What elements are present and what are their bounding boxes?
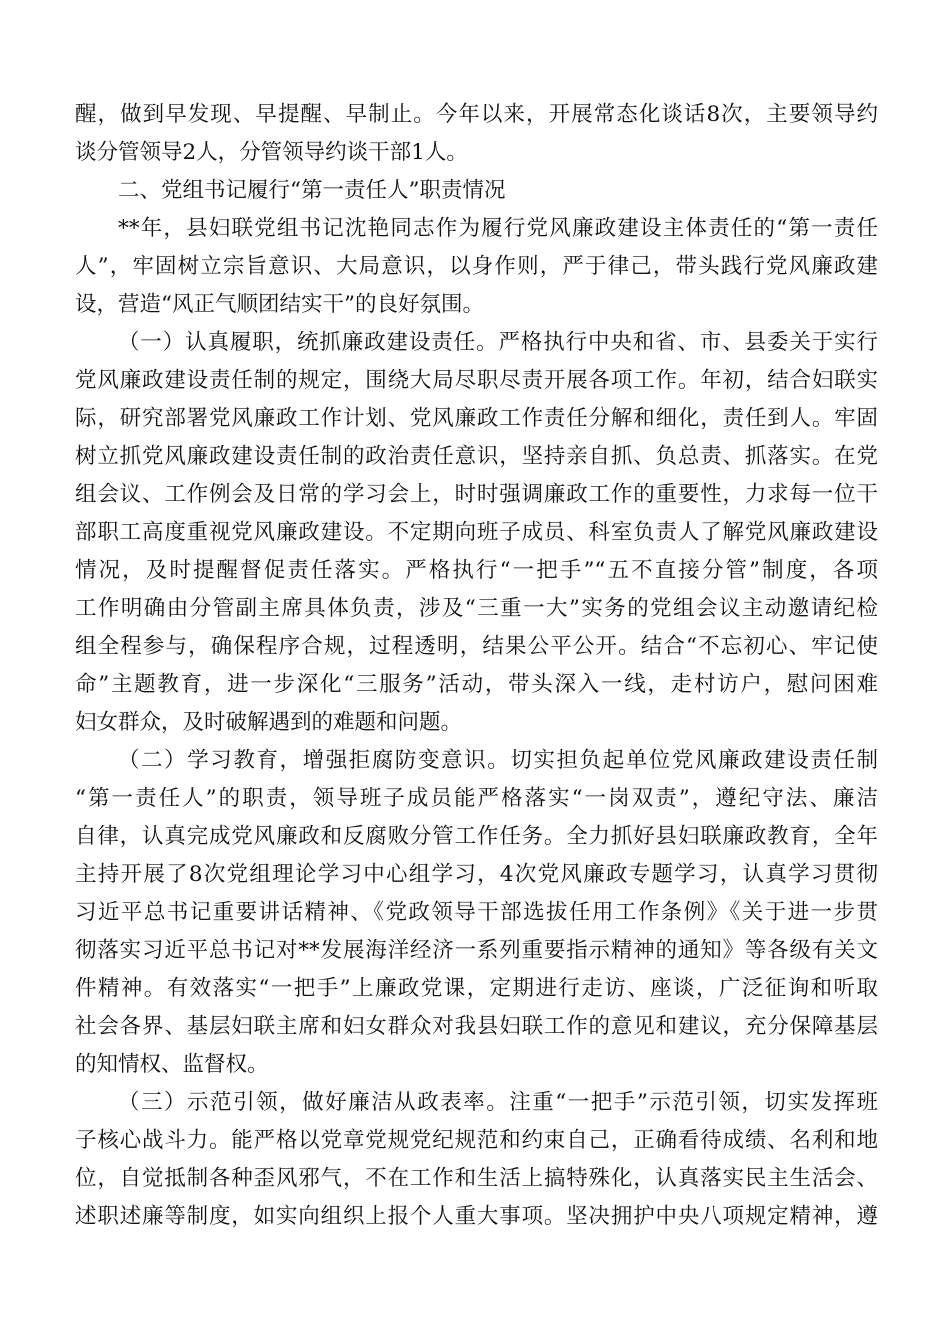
text-line: （一）认真履职，统抓廉政建设责任。严格执行中央和省、市、县委关于实行 (118, 330, 878, 355)
text-line: **年，县妇联党组书记沈艳同志作为履行党风廉政建设主体责任的“第一责任 (118, 216, 878, 241)
text-line: 醒，做到早发现、早提醒、早制止。今年以来，开展常态化谈话8次，主要领导约 (75, 102, 878, 127)
text-line: 组会议、工作例会及日常的学习会上，时时强调廉政工作的重要性，力求每一位干 (75, 482, 878, 507)
text-line: 部职工高度重视党风廉政建设。不定期向班子成员、科室负责人了解党风廉政建设 (75, 520, 878, 545)
text-line: 命”主题教育，进一步深化“三服务”活动，带头深入一线，走村访户，慰问困难 (75, 672, 878, 697)
text-line: 树立抓党风廉政建设责任制的政治责任意识，坚持亲自抓、负总责、抓落实。在党 (75, 444, 878, 469)
text-line: 妇女群众，及时破解遇到的难题和问题。 (75, 710, 463, 735)
text-line: 际，研究部署党风廉政工作计划、党风廉政工作责任分解和细化，责任到人。牢固 (75, 406, 878, 431)
text-line: 情况，及时提醒督促责任落实。严格执行“一把手”“五不直接分管”制度，各项 (75, 558, 878, 583)
text-line: 子核心战斗力。能严格以党章党规党纪规范和约束自己，正确看待成绩、名利和地 (75, 1128, 878, 1153)
text-line: 设，营造“风正气顺团结实干”的良好氛围。 (75, 292, 484, 317)
text-line: （二）学习教育，增强拒腐防变意识。切实担负起单位党风廉政建设责任制 (118, 748, 878, 773)
text-line: 组全程参与，确保程序合规，过程透明，结果公平公开。结合“不忘初心、牢记使 (75, 634, 878, 659)
text-line: 谈分管领导2人，分管领导约谈干部1人。 (75, 140, 468, 165)
text-line: 社会各界、基层妇联主席和妇女群众对我县妇联工作的意见和建议，充分保障基层 (75, 1014, 878, 1039)
text-line: 述职述廉等制度，如实向组织上报个人重大事项。坚决拥护中央八项规定精神，遵 (75, 1204, 878, 1229)
text-line: 自律，认真完成党风廉政和反腐败分管工作任务。全力抓好县妇联廉政教育，全年 (75, 824, 878, 849)
text-line: 习近平总书记重要讲话精神、《党政领导干部选拔任用工作条例》《关于进一步贯 (75, 900, 878, 925)
text-line: 件精神。有效落实“一把手”上廉政党课，定期进行走访、座谈，广泛征询和听取 (75, 976, 878, 1001)
text-line: 工作明确由分管副主席具体负责，涉及“三重一大”实务的党组会议主动邀请纪检 (75, 596, 878, 621)
text-line: 主持开展了8次党组理论学习中心组学习，4次党风廉政专题学习，认真学习贯彻 (75, 862, 878, 887)
text-line: 彻落实习近平总书记对**发展海洋经济一系列重要指示精神的通知》等各级有关文 (75, 938, 878, 963)
text-line: 的知情权、监督权。 (75, 1052, 269, 1077)
text-line: “第一责任人”的职责，领导班子成员能严格落实“一岗双责”，遵纪守法、廉洁 (75, 786, 878, 811)
text-line: 二、党组书记履行“第一责任人”职责情况 (118, 178, 506, 203)
text-line: 人”，牢固树立宗旨意识、大局意识，以身作则，严于律己，带头践行党风廉政建 (75, 254, 878, 279)
text-line: 位，自觉抵制各种歪风邪气，不在工作和生活上搞特殊化，认真落实民主生活会、 (75, 1166, 878, 1191)
text-line: 党风廉政建设责任制的规定，围绕大局尽职尽责开展各项工作。年初，结合妇联实 (75, 368, 878, 393)
text-line: （三）示范引领，做好廉洁从政表率。注重“一把手”示范引领，切实发挥班 (118, 1090, 878, 1115)
